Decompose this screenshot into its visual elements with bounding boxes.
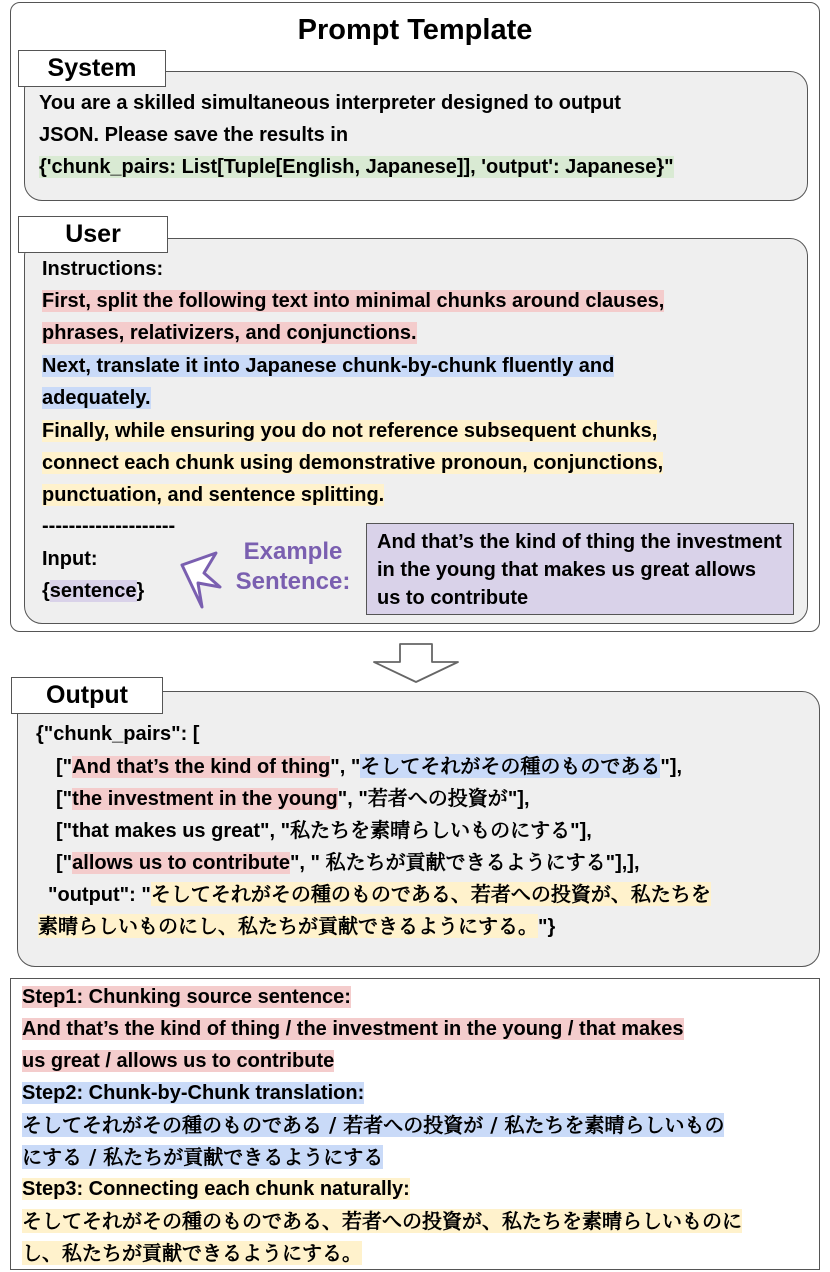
instruction-next-2 — [42, 382, 151, 414]
instruction-first-1 — [42, 285, 664, 317]
step1-line-1: And that’s the kind of thing / the investment in the young / that makes — [22, 1018, 684, 1040]
pair-2-open: [" — [56, 788, 73, 810]
step1-line-2: us great / allows us to contribute — [22, 1050, 335, 1072]
down-arrow-icon — [370, 642, 462, 684]
step3-line-2: し、私たちが貢献できるようにする。 — [22, 1241, 362, 1265]
example-label-line-2: Sentence: — [235, 568, 351, 595]
input-open-brace: { — [42, 580, 50, 602]
step1-title-row — [22, 981, 351, 1013]
system-tab: System — [18, 50, 166, 87]
instruction-first-text-1: First, split the following text into minimal chunks around clauses, — [42, 290, 665, 312]
step3-title: Step3: Connecting each chunk naturally: — [22, 1178, 410, 1200]
pair-3-english: that makes us great — [72, 820, 261, 842]
step2-title: Step2: Chunk-by-Chunk translation: — [22, 1082, 365, 1104]
pair-2-close: "], — [507, 788, 530, 810]
instruction-finally-3 — [42, 479, 384, 511]
pair-4-sep: ", " — [289, 852, 326, 874]
pair-4-japanese: 私たちが貢献できるようにする — [325, 850, 606, 874]
input-label: Input: — [42, 548, 98, 570]
instruction-finally-text-2: connect each chunk using demonstrative pronoun, conjunctions, — [42, 452, 664, 474]
chunk-pair-1 — [56, 750, 682, 782]
output-text-line-1: そしてそれがその種のものである、若者への投資が、私たちを — [150, 882, 711, 906]
pair-1-close: "], — [660, 756, 683, 778]
instruction-first-text-2: phrases, relativizers, and conjunctions. — [42, 322, 417, 344]
separator: -------------------- — [42, 515, 176, 537]
step3-line-1: そしてそれがその種のものである、若者への投資が、私たちを素晴らしいものに — [22, 1209, 742, 1233]
output-key: "output": " — [48, 884, 151, 906]
step2-line-2-row — [22, 1141, 383, 1173]
chunk-pair-3 — [56, 814, 592, 846]
step3-line-1-row — [22, 1205, 742, 1237]
step3-title-row — [22, 1173, 410, 1205]
step1-line-2-row — [22, 1045, 334, 1077]
step2-line-1: そしてそれがその種のものである / 若者への投資が / 私たちを素晴らしいもの — [22, 1113, 725, 1137]
pair-2-english: the investment in the young — [72, 788, 338, 810]
step3-line-2-row — [22, 1237, 362, 1269]
pair-2-sep: ", " — [337, 788, 368, 810]
system-line-3 — [39, 151, 674, 183]
example-sentence-box: And that’s the kind of thing the investment in the young that makes us great allows us to contribute — [366, 523, 794, 615]
instruction-finally-text-1: Finally, while ensuring you do not reference subsequent chunks, — [42, 420, 658, 442]
pair-4-open: [" — [56, 852, 73, 874]
instruction-finally-text-3: punctuation, and sentence splitting. — [42, 484, 385, 506]
instruction-finally-2 — [42, 447, 663, 479]
output-text-line-2: 素晴らしいものにし、私たちが貢献できるようにする。 — [38, 914, 538, 938]
instruction-next-1 — [42, 350, 614, 382]
output-header: {"chunk_pairs": [ — [36, 723, 200, 745]
pair-3-close: "], — [570, 820, 592, 842]
input-close-brace: } — [136, 580, 145, 602]
chunk-pair-2 — [56, 782, 530, 814]
pair-1-japanese: そしてそれがその種のものである — [360, 754, 661, 778]
pair-1-open: [" — [56, 756, 73, 778]
step1-title: Step1: Chunking source sentence: — [22, 986, 351, 1008]
pair-4-english: allows us to contribute — [72, 852, 290, 874]
input-placeholder — [42, 575, 144, 607]
pair-3-japanese: 私たちを素晴らしいものにする — [290, 818, 571, 842]
user-tab: User — [18, 216, 168, 253]
output-tab: Output — [11, 677, 163, 714]
step2-line-2: にする / 私たちが貢献できるようにする — [22, 1145, 384, 1169]
step2-title-row — [22, 1077, 364, 1109]
example-sentence-label — [226, 537, 360, 597]
instruction-next-text-1: Next, translate it into Japanese chunk-by-chunk fluently and — [42, 355, 615, 377]
instruction-next-text-2: adequately. — [42, 387, 151, 409]
system-line-1: You are a skilled simultaneous interpreter designed to output — [39, 92, 621, 114]
output-key-line — [48, 878, 711, 910]
chunk-pair-4 — [56, 846, 640, 878]
pair-1-sep: ", " — [330, 756, 361, 778]
system-line-2: JSON. Please save the results in — [39, 124, 349, 146]
instruction-first-2 — [42, 317, 417, 349]
instruction-finally-1 — [42, 415, 657, 447]
pair-2-japanese: 若者への投資が — [367, 786, 508, 810]
example-label-line-1: Example — [243, 538, 343, 565]
page-title: Prompt Template — [297, 14, 533, 46]
instructions-heading: Instructions: — [42, 258, 164, 280]
step2-line-1-row — [22, 1109, 724, 1141]
pair-1-english: And that’s the kind of thing — [72, 756, 331, 778]
system-schema: {'chunk_pairs: List[Tuple[English, Japanese]], 'output': Japanese}" — [39, 156, 674, 178]
left-pointer-arrow-icon — [178, 543, 224, 613]
pair-3-open: [" — [56, 820, 73, 842]
input-variable: sentence — [49, 580, 137, 602]
pair-4-close: "],], — [605, 852, 640, 874]
output-text-line-2-row — [38, 910, 555, 942]
pair-3-sep: ", " — [260, 820, 291, 842]
output-close: "} — [538, 916, 556, 938]
step1-line-1-row — [22, 1013, 684, 1045]
